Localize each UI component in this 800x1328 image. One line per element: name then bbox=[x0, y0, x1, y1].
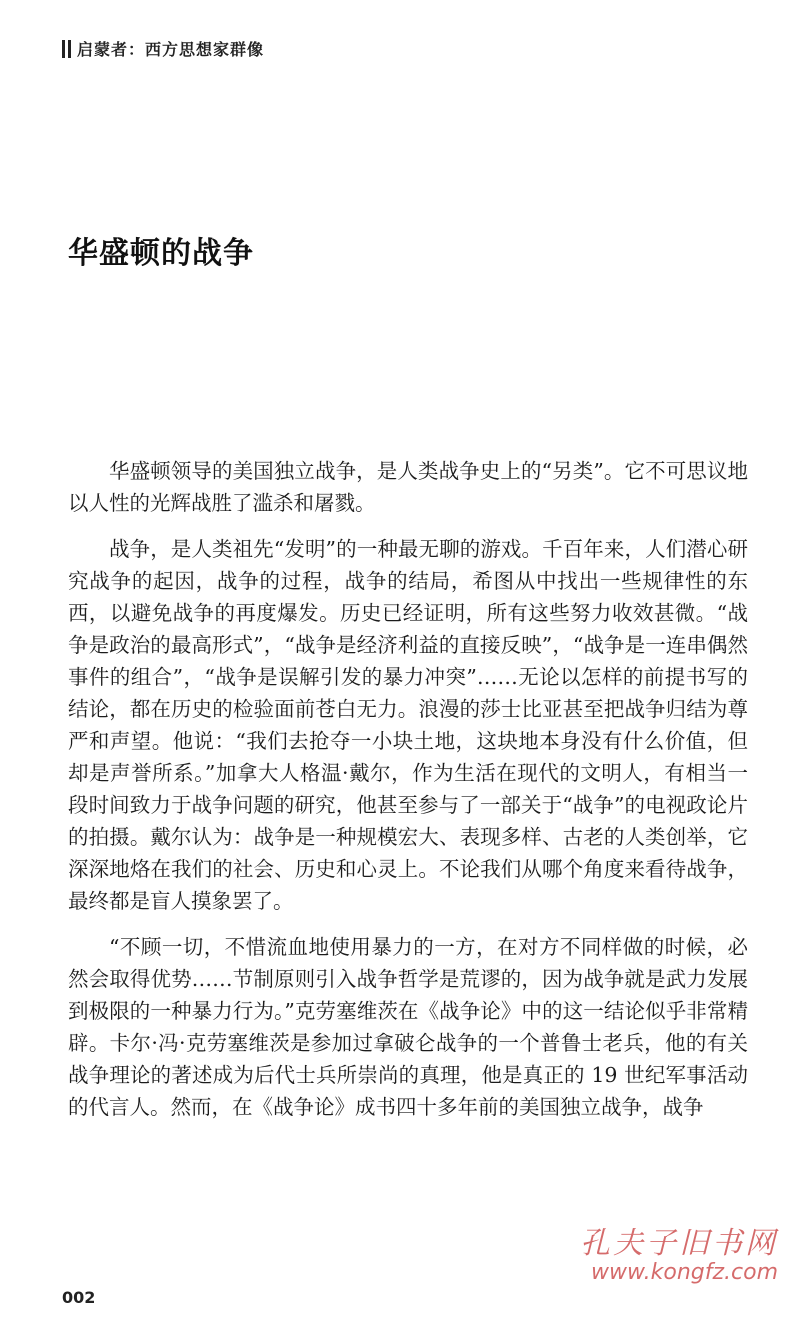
running-header-text: 启蒙者：西方思想家群像 bbox=[77, 40, 265, 59]
running-header bbox=[62, 37, 264, 60]
page-number: 002 bbox=[62, 1288, 96, 1307]
watermark-url: www.kongfz.com bbox=[591, 1260, 778, 1285]
header-bar-icon bbox=[68, 40, 71, 58]
watermark-text: 孔夫子旧书网 bbox=[580, 1226, 778, 1261]
paragraph-2: 战争，是人类祖先“发明”的一种最无聊的游戏。千百年来，人们潜心研究战争的起因，战争的过程，战争的结局，希图从中找出一些规律性的东西，以避免战争的再度爆发。历史已经证明，所有这些努力收效甚微。“战争是政治的最高形式”，“战争是经济利益的直接反映”，“战争是一连串偶然事件的组合”，“战争是误解引发的暴力冲突”……无论以怎样的前提书写的结论，都在历史的检验面前苍白无力。浪漫的莎士比亚甚至把战争归结为尊严和声望。他说：“我们去抢夺一小块土地，这块地本身没有什么价值，但却是声誉所系。”加拿大人格温·戴尔，作为生活在现代的文明人，有相当一段时间致力于战争问题的研究，他甚至参与了一部关于“战争”的电视政论片的拍摄。戴尔认为：战争是一种规模宏大、表现多样、古老的人类创举，它深深地烙在我们的社会、历史和心灵上。不论我们从哪个角度来看待战争，最终都是盲人摸象罢了。 bbox=[68, 537, 748, 913]
watermark bbox=[580, 1218, 778, 1285]
body-text bbox=[68, 455, 748, 1123]
chapter-title: 华盛顿的战争 bbox=[68, 236, 254, 271]
paragraph-3: “不顾一切，不惜流血地使用暴力的一方，在对方不同样做的时候，必然会取得优势……节制原则引入战争哲学是荒谬的，因为战争就是武力发展到极限的一种暴力行为。”克劳塞维茨在《战争论》中的这一结论似乎非常精辟。卡尔·冯·克劳塞维茨是参加过拿破仑战争的一个普鲁士老兵，他的有关战争理论的著述成为后代士兵所崇尚的真理，他是真正的 19 世纪军事活动的代言人。然而，在《战争论》成书四十多年前的美国独立战争，战争 bbox=[68, 935, 748, 1119]
header-bar-icon bbox=[62, 40, 65, 58]
paragraph-1: 华盛顿领导的美国独立战争，是人类战争史上的“另类”。它不可思议地以人性的光辉战胜了滥杀和屠戮。 bbox=[68, 459, 748, 515]
